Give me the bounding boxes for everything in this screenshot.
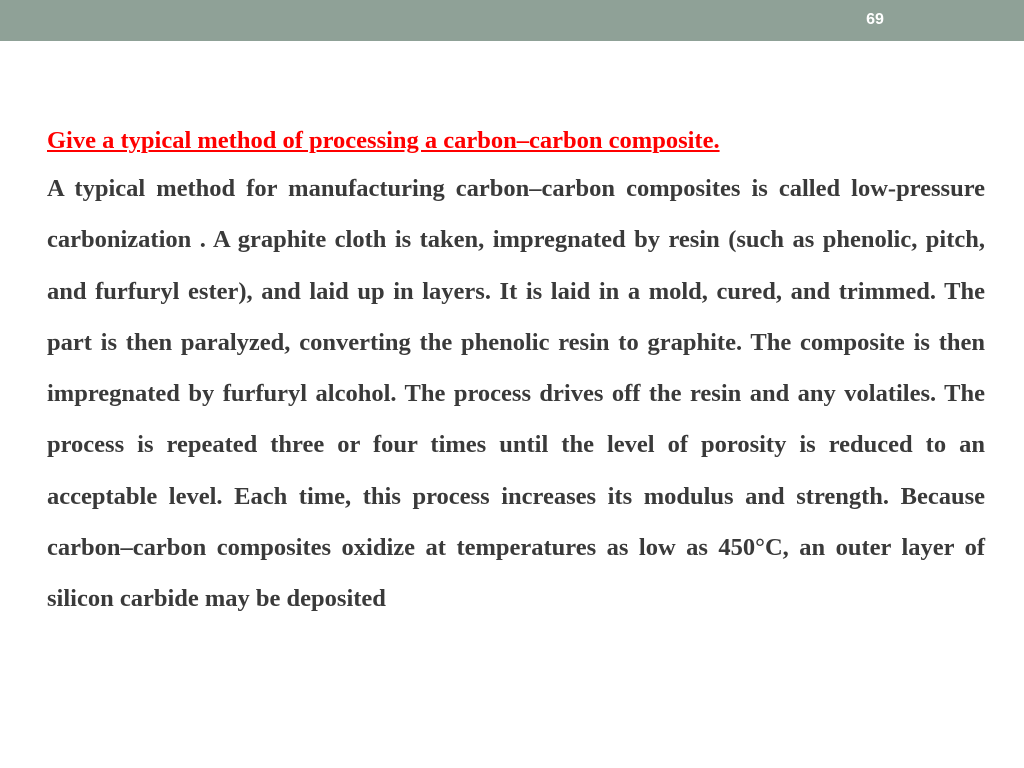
question-heading: Give a typical method of processing a carbon–carbon composite. (47, 127, 720, 154)
slide-content (47, 119, 985, 625)
slide-number: 69 (866, 11, 884, 28)
header-bar (0, 0, 1024, 41)
answer-paragraph: A typical method for manufacturing carbon–carbon composites is called low-pressure carbonization . A graphite cloth is taken, impregnated by resin (such as phenolic, pitch, and furfuryl ester), and laid up in layers. It is laid in a mold, cured, and trimmed. The part is then paralyzed, converting the phenolic resin to graphite. The composite is then impregnated by furfuryl alcohol. The process drives off the resin and any volatiles. The process is repeated three or four times until the level of porosity is reduced to an acceptable level. Each time, this process increases its modulus and strength. Because carbon–carbon composites oxidize at temperatures as low as 450°C, an outer layer of silicon carbide may be deposited (47, 175, 985, 613)
